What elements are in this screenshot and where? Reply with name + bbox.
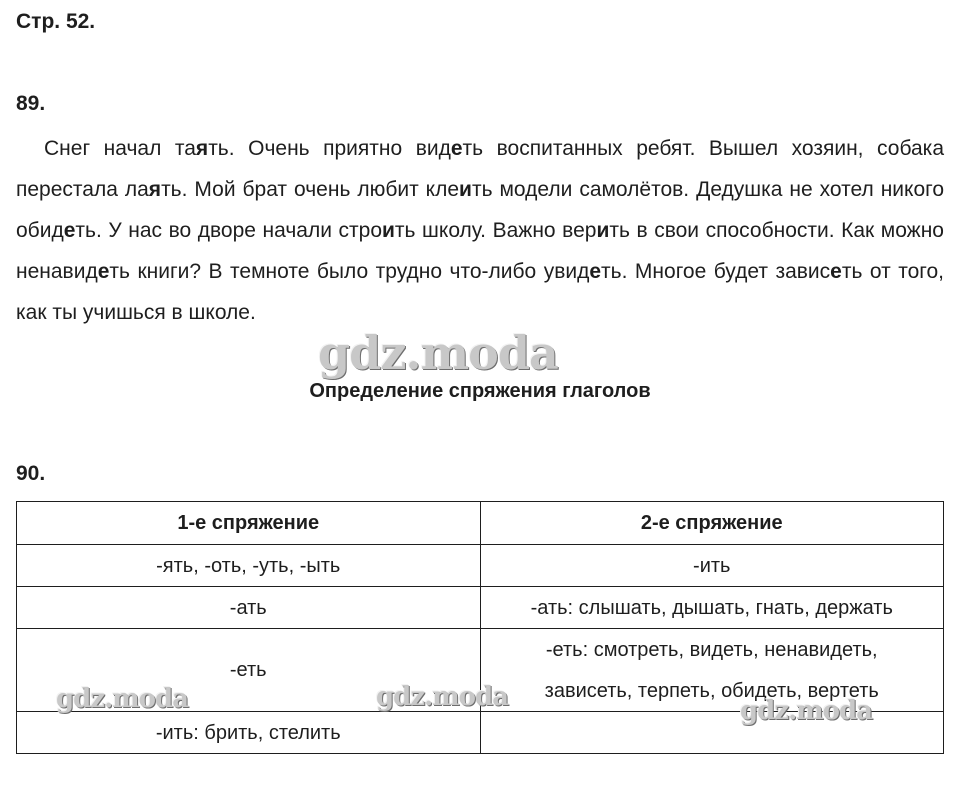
header-second-conjugation: 2-е спряжение bbox=[480, 502, 944, 545]
text-segment: Снег начал та bbox=[44, 137, 196, 160]
text-segment: ть от того, как ты учишься в школе. bbox=[16, 260, 944, 324]
text-segment: ть в свои способности. Как можно ненавид bbox=[16, 219, 944, 283]
conjugation-table bbox=[16, 501, 944, 754]
exercise-89-number: 89. bbox=[16, 92, 46, 115]
exercise-89-text bbox=[16, 128, 944, 333]
table-row bbox=[17, 545, 944, 587]
highlighted-vowel: е bbox=[97, 260, 110, 283]
highlighted-vowel: и bbox=[459, 178, 472, 201]
text-segment: ть школу. Важно вер bbox=[394, 219, 597, 242]
text-segment: ть. Очень приятно вид bbox=[208, 137, 451, 160]
highlighted-vowel: е bbox=[830, 260, 842, 283]
table-cell bbox=[480, 712, 944, 754]
highlighted-vowel: и bbox=[382, 219, 395, 242]
text-segment: ть. У нас во дворе начали стро bbox=[75, 219, 382, 242]
table-cell: -ить: брить, стелить bbox=[17, 712, 481, 754]
table-row bbox=[17, 712, 944, 754]
table-cell: -еть bbox=[17, 629, 481, 712]
watermark-logo: gdz.moda bbox=[56, 684, 189, 714]
watermark-logo: gdz.moda bbox=[376, 682, 509, 712]
highlighted-vowel: я bbox=[195, 137, 209, 160]
table-row bbox=[17, 629, 944, 671]
section-title: Определение спряжения глаголов bbox=[309, 380, 651, 402]
table-cell: -ать: слышать, дышать, гнать, держать bbox=[480, 587, 944, 629]
table-header-row bbox=[17, 502, 944, 545]
highlighted-vowel: е bbox=[589, 260, 602, 283]
exercise-90-number: 90. bbox=[16, 462, 46, 485]
highlighted-vowel: и bbox=[596, 219, 610, 242]
text-segment: ть воспитанных ребят. Вышел хозяин, собака перестала ла bbox=[16, 137, 945, 201]
text-segment: ть. Мой брат очень любит кле bbox=[161, 178, 460, 201]
highlighted-vowel: е bbox=[63, 219, 76, 242]
table-cell: -ять, -оть, -уть, -ыть bbox=[17, 545, 481, 587]
highlighted-vowel: я bbox=[148, 178, 162, 201]
text-segment: ть книги? В темноте было трудно что-либо увид bbox=[109, 260, 590, 283]
header-first-conjugation: 1-е спряжение bbox=[17, 502, 481, 545]
table-cell: -ать bbox=[17, 587, 481, 629]
text-segment: ть. Многое будет завис bbox=[601, 260, 831, 283]
table-row bbox=[17, 587, 944, 629]
highlighted-vowel: е bbox=[450, 137, 463, 160]
page-number: Стр. 52. bbox=[16, 10, 96, 33]
table-cell: зависеть, терпеть, обидеть, вертеть bbox=[480, 670, 944, 712]
text-segment: ть модели самолётов. Дедушка не хотел никого обид bbox=[16, 178, 945, 242]
table-cell: -ить bbox=[480, 545, 944, 587]
watermark-logo: gdz.moda bbox=[318, 326, 558, 380]
watermark-logo: gdz.moda bbox=[740, 696, 873, 726]
table-cell: -еть: смотреть, видеть, ненавидеть, bbox=[480, 629, 944, 671]
